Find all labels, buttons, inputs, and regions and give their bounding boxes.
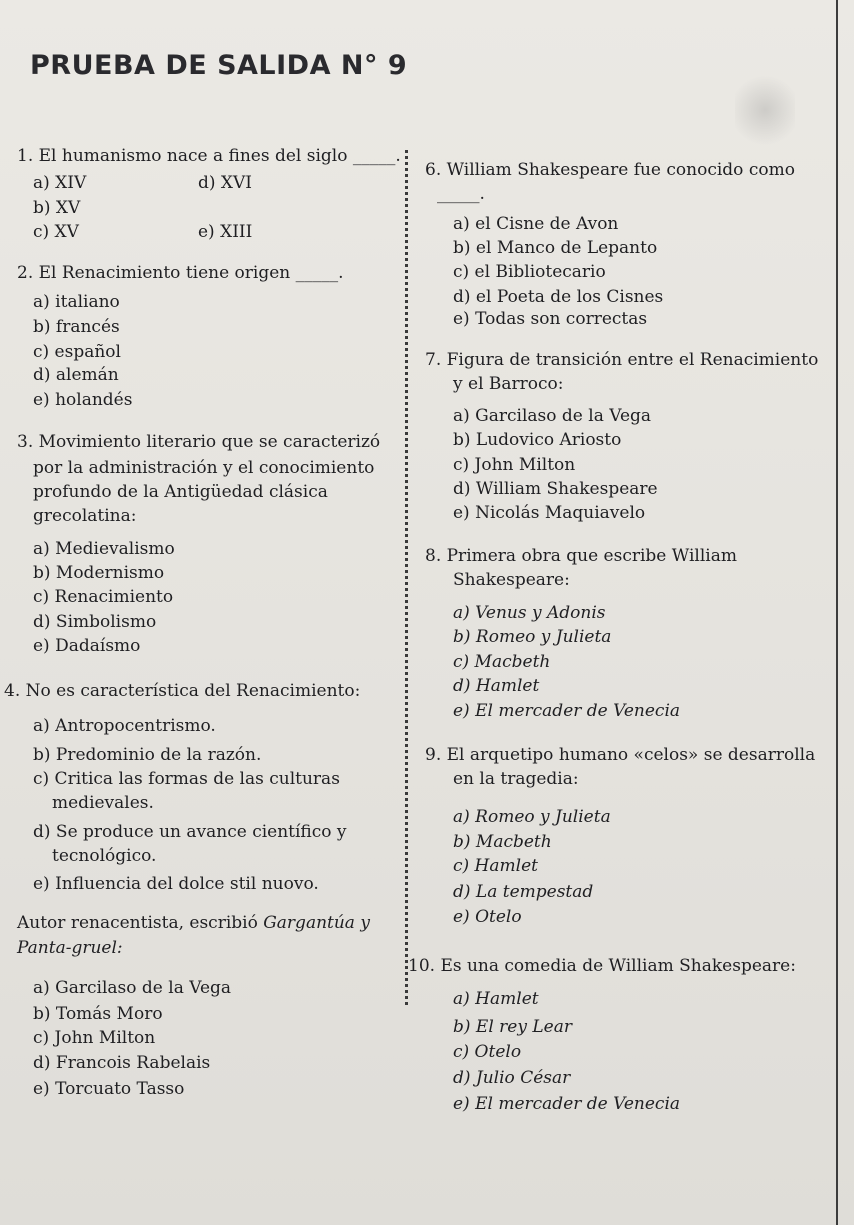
q8-option-c: c) Macbeth <box>453 652 551 672</box>
q5-option-d: d) Francois Rabelais <box>33 1053 211 1073</box>
q3-stem-line-1: 3. Movimiento literario que se caracterizó <box>17 432 381 452</box>
q6-option-a: a) el Cisne de Avon <box>453 214 619 234</box>
q5-stem-line-2: Panta-gruel: <box>17 938 123 958</box>
q9-option-d: d) La tempestad <box>453 882 594 902</box>
q8-option-a: a) Venus y Adonis <box>453 603 606 623</box>
page-edge <box>836 0 838 1225</box>
q9-option-c: c) Hamlet <box>453 856 538 876</box>
q5-option-a: a) Garcilaso de la Vega <box>33 978 232 998</box>
q8-option-e: e) El mercader de Venecia <box>453 701 681 721</box>
paper-smudge <box>735 70 795 150</box>
q6-option-c: c) el Bibliotecario <box>453 262 606 282</box>
q7-option-b: b) Ludovico Ariosto <box>453 430 622 450</box>
q7-stem-line-2: y el Barroco: <box>453 374 564 394</box>
q10-stem: 10. Es una comedia de William Shakespeare: <box>408 956 796 976</box>
q4-option-b: b) Predominio de la razón. <box>33 745 262 765</box>
q3-option-a: a) Medievalismo <box>33 539 175 559</box>
q1-option-d: d) XVI <box>198 173 253 193</box>
q4-option-c-line-1: c) Critica las formas de las culturas <box>33 769 340 789</box>
q5-option-e: e) Torcuato Tasso <box>33 1079 185 1099</box>
q2-option-c: c) español <box>33 342 121 362</box>
q7-stem-line-1: 7. Figura de transición entre el Renacimiento <box>425 350 819 370</box>
q4-stem: 4. No es característica del Renacimiento: <box>4 681 361 701</box>
q7-option-c: c) John Milton <box>453 455 576 475</box>
q6-stem-line-1: 6. William Shakespeare fue conocido como <box>425 160 795 180</box>
q6-option-d: d) el Poeta de los Cisnes <box>453 287 664 307</box>
q8-stem-line-2: Shakespeare: <box>453 570 570 590</box>
q4-option-a: a) Antropocentrismo. <box>33 716 216 736</box>
q1-option-a: a) XIV <box>33 173 87 193</box>
q1-stem: 1. El humanismo nace a fines del siglo _____. <box>17 146 401 166</box>
q2-option-a: a) italiano <box>33 292 120 312</box>
q7-option-e: e) Nicolás Maquiavelo <box>453 503 646 523</box>
q5-stem-text: Autor renacentista, escribió <box>17 913 264 933</box>
q9-stem-line-2: en la tragedia: <box>453 769 579 789</box>
q10-option-e: e) El mercader de Venecia <box>453 1094 681 1114</box>
q5-stem-line-1 <box>17 912 370 934</box>
q5-option-b: b) Tomás Moro <box>33 1004 163 1024</box>
page-title: PRUEBA DE SALIDA N° 9 <box>30 50 408 81</box>
q4-option-e: e) Influencia del dolce stil nuovo. <box>33 874 319 894</box>
q3-stem-line-2: por la administración y el conocimiento <box>33 458 375 478</box>
q9-option-b: b) Macbeth <box>453 832 552 852</box>
q2-option-b: b) francés <box>33 317 120 337</box>
q6-option-e: e) Todas son correctas <box>453 309 648 329</box>
q3-option-d: d) Simbolismo <box>33 612 157 632</box>
q8-option-b: b) Romeo y Julieta <box>453 627 612 647</box>
q6-option-b: b) el Manco de Lepanto <box>453 238 658 258</box>
q3-option-c: c) Renacimiento <box>33 587 174 607</box>
q6-stem-line-2: _____. <box>437 184 485 204</box>
q9-stem-line-1: 9. El arquetipo humano «celos» se desarrolla <box>425 745 816 765</box>
q2-option-e: e) holandés <box>33 390 133 410</box>
q9-option-a: a) Romeo y Julieta <box>453 807 611 827</box>
column-divider <box>405 150 408 1005</box>
q4-option-c-line-2: medievales. <box>52 793 154 813</box>
q1-option-b: b) XV <box>33 198 81 218</box>
q1-option-e: e) XIII <box>198 222 253 242</box>
q2-stem: 2. El Renacimiento tiene origen _____. <box>17 263 344 283</box>
q4-option-d-line-1: d) Se produce un avance científico y <box>33 822 347 842</box>
q8-stem-line-1: 8. Primera obra que escribe William <box>425 546 737 566</box>
q5-stem-title: Gargantúa y <box>263 913 370 933</box>
q3-option-e: e) Dadaísmo <box>33 636 141 656</box>
q7-option-d: d) William Shakespeare <box>453 479 658 499</box>
q2-option-d: d) alemán <box>33 365 119 385</box>
q8-option-d: d) Hamlet <box>453 676 540 696</box>
q10-option-d: d) Julio César <box>453 1068 571 1088</box>
q5-option-c: c) John Milton <box>33 1028 156 1048</box>
q10-option-c: c) Otelo <box>453 1042 522 1062</box>
q1-option-c: c) XV <box>33 222 79 242</box>
q9-option-e: e) Otelo <box>453 907 522 927</box>
q4-option-d-line-2: tecnológico. <box>52 846 157 866</box>
q3-stem-line-3: profundo de la Antigüedad clásica <box>33 482 328 502</box>
q10-option-a: a) Hamlet <box>453 989 539 1009</box>
q7-option-a: a) Garcilaso de la Vega <box>453 406 652 426</box>
q3-stem-line-4: grecolatina: <box>33 506 137 526</box>
q3-option-b: b) Modernismo <box>33 563 165 583</box>
q10-option-b: b) El rey Lear <box>453 1017 572 1037</box>
